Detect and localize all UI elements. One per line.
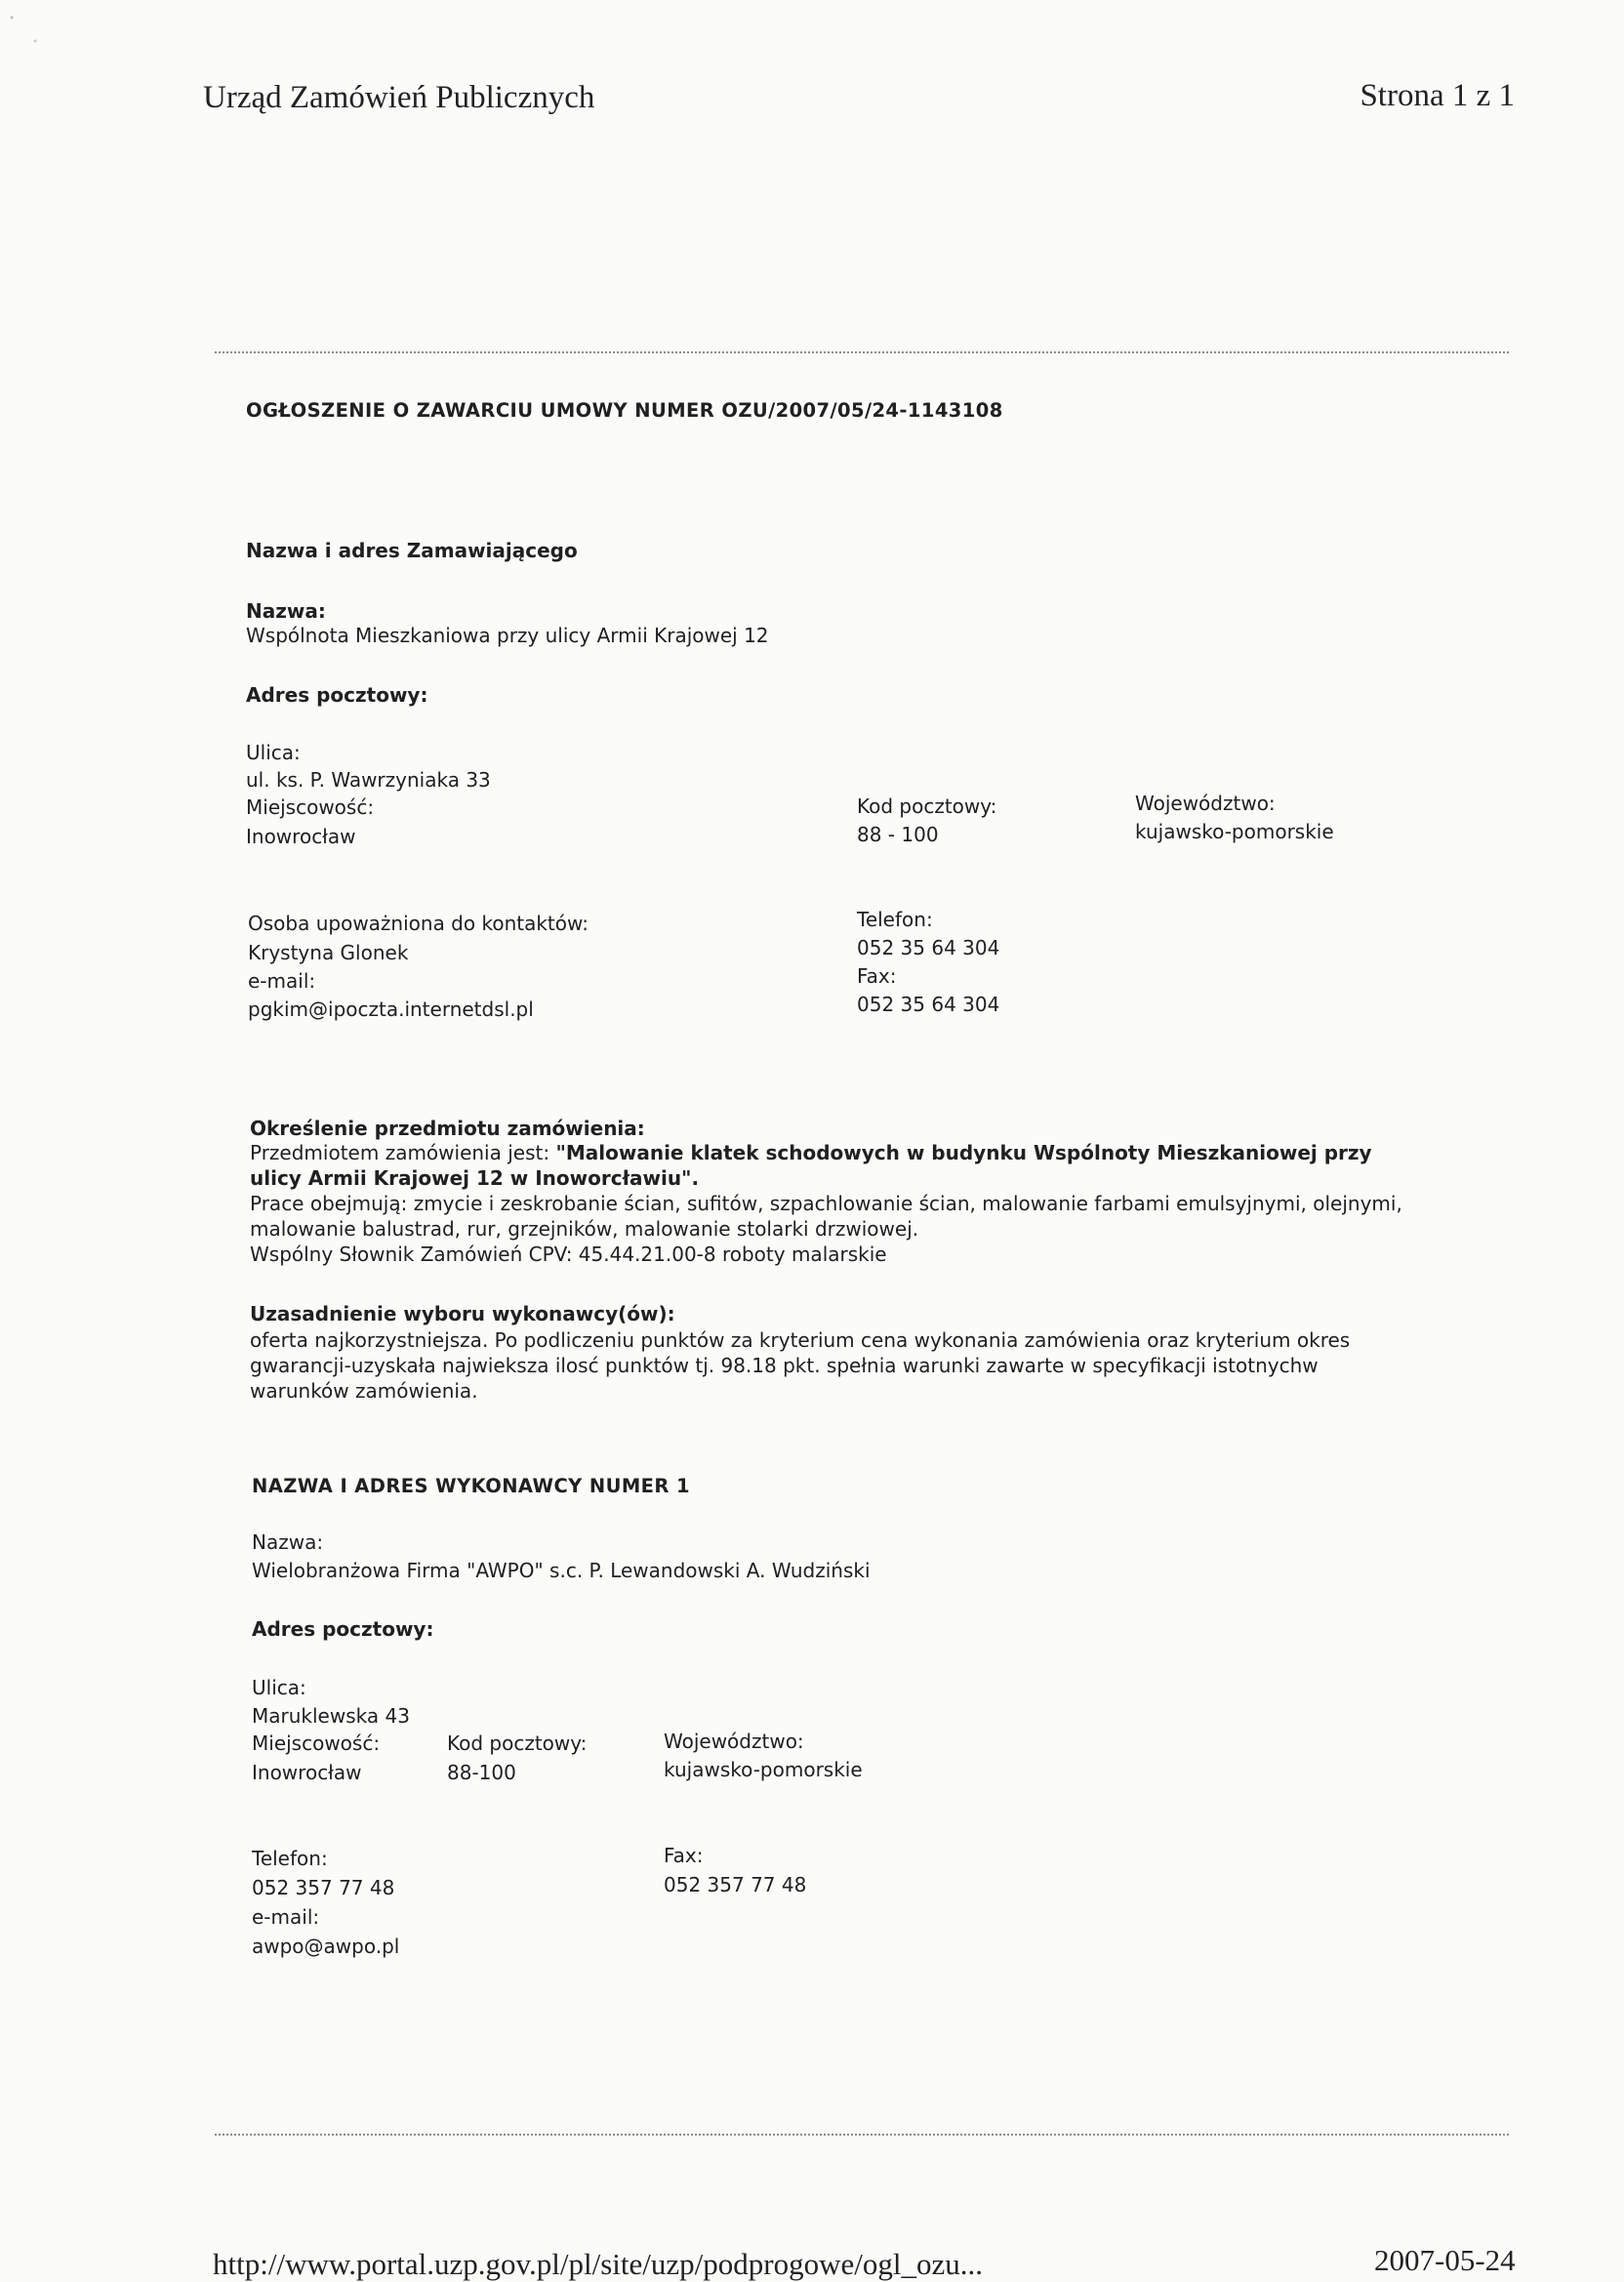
wykonawca-ulica-label: Ulica: [252,1676,306,1699]
uzasadnienie-heading: Uzasadnienie wyboru wykonawcy(ów): [250,1302,675,1325]
wykonawca-nazwa-label: Nazwa: [252,1530,324,1554]
wykonawca-telefon: 052 357 77 48 [252,1876,395,1899]
header-org: Urząd Zamówień Publicznych [203,80,595,115]
header-page-number: Strona 1 z 1 [1360,78,1515,113]
wykonawca-email-label: e-mail: [252,1905,320,1929]
przedmiot-line-3: Prace obejmują: zmycie i zeskrobanie ścian, sufitów, szpachlowanie ścian, malowanie farbami emulsyjnymi, olejnymi, [250,1192,1402,1215]
wykonawca-woj: kujawsko-pomorskie [664,1758,863,1781]
wykonawca-kod: 88-100 [447,1761,516,1784]
zamawiajacy-email: pgkim@ipoczta.internetdsl.pl [248,998,534,1021]
przedmiot-title-part-2: ulicy Armii Krajowej 12 w Inoworcławiu". [250,1166,700,1190]
zamawiajacy-telefon: 052 35 64 304 [857,936,1000,959]
wykonawca-woj-label: Województwo: [664,1730,804,1753]
wykonawca-fax-label: Fax: [664,1844,704,1867]
zamawiajacy-kod-label: Kod pocztowy: [857,795,997,818]
przedmiot-text [250,1140,1402,1267]
przedmiot-line-1-prefix: Przedmiotem zamówienia jest: [250,1141,556,1164]
przedmiot-line-4: malowanie balustrad, rur, grzejników, malowanie stolarki drzwiowej. [250,1217,919,1241]
wykonawca-email: awpo@awpo.pl [252,1935,400,1958]
bottom-divider [215,2134,1509,2136]
zamawiajacy-kod: 88 - 100 [857,823,939,846]
zamawiajacy-fax-label: Fax: [857,964,897,988]
footer-url: http://www.portal.uzp.gov.pl/pl/site/uzp/podprogowe/ogl_ozu... [213,2247,983,2281]
wykonawca-nazwa: Wielobranżowa Firma "AWPO" s.c. P. Lewandowski A. Wudziński [252,1559,871,1582]
wykonawca-telefon-label: Telefon: [252,1847,328,1870]
zamawiajacy-adres-label: Adres pocztowy: [246,683,428,707]
zamawiajacy-ulica-label: Ulica: [246,741,301,764]
przedmiot-cpv: Wspólny Słownik Zamówień CPV: 45.44.21.00-8 roboty malarskie [250,1243,887,1266]
zamawiajacy-telefon-label: Telefon: [857,908,933,931]
footer-date: 2007-05-24 [1374,2243,1516,2277]
przedmiot-line-1 [250,1140,1402,1165]
wykonawca-miejscowosc-label: Miejscowość: [252,1732,381,1755]
wykonawca-adres-label: Adres pocztowy: [252,1617,434,1641]
uzasadnienie-text [250,1327,1350,1404]
zamawiajacy-osoba: Krystyna Glonek [248,941,409,964]
zamawiajacy-nazwa-label: Nazwa: [246,599,326,623]
wykonawca-fax: 052 357 77 48 [664,1873,807,1896]
scan-speckle [0,0,59,59]
section-zamawiajacy-heading: Nazwa i adres Zamawiającego [246,539,578,562]
uzasadnienie-line-2: gwarancji-uzyskała najwieksza ilosć punktów tj. 98.18 pkt. spełnia warunki zawarte w specyfikacji istotnychw [250,1354,1319,1377]
zamawiajacy-osoba-label: Osoba upoważniona do kontaktów: [248,912,589,935]
notice-title: OGŁOSZENIE O ZAWARCIU UMOWY NUMER OZU/2007/05/24-1143108 [246,399,1003,422]
zamawiajacy-email-label: e-mail: [248,969,316,993]
zamawiajacy-woj: kujawsko-pomorskie [1135,820,1334,843]
przedmiot-title-part-1: "Malowanie klatek schodowych w budynku Wspólnoty Mieszkaniowej przy [555,1141,1372,1164]
zamawiajacy-miejscowosc: Inowrocław [246,825,356,848]
wykonawca-miejscowosc: Inowrocław [252,1761,362,1784]
section-wykonawca-heading: NAZWA I ADRES WYKONAWCY NUMER 1 [252,1475,690,1497]
zamawiajacy-fax: 052 35 64 304 [857,993,1000,1016]
zamawiajacy-nazwa: Wspólnota Mieszkaniowa przy ulicy Armii Krajowej 12 [246,624,769,647]
zamawiajacy-woj-label: Województwo: [1135,792,1276,815]
wykonawca-ulica: Maruklewska 43 [252,1704,410,1728]
uzasadnienie-line-3: warunków zamówienia. [250,1379,478,1403]
wykonawca-kod-label: Kod pocztowy: [447,1732,588,1755]
zamawiajacy-ulica: ul. ks. P. Wawrzyniaka 33 [246,768,491,792]
top-divider [215,351,1509,353]
przedmiot-heading: Określenie przedmiotu zamówienia: [250,1117,645,1140]
uzasadnienie-line-1: oferta najkorzystniejsza. Po podliczeniu punktów za kryterium cena wykonania zamówienia oraz kryterium okres [250,1328,1351,1352]
zamawiajacy-miejscowosc-label: Miejscowość: [246,795,375,819]
